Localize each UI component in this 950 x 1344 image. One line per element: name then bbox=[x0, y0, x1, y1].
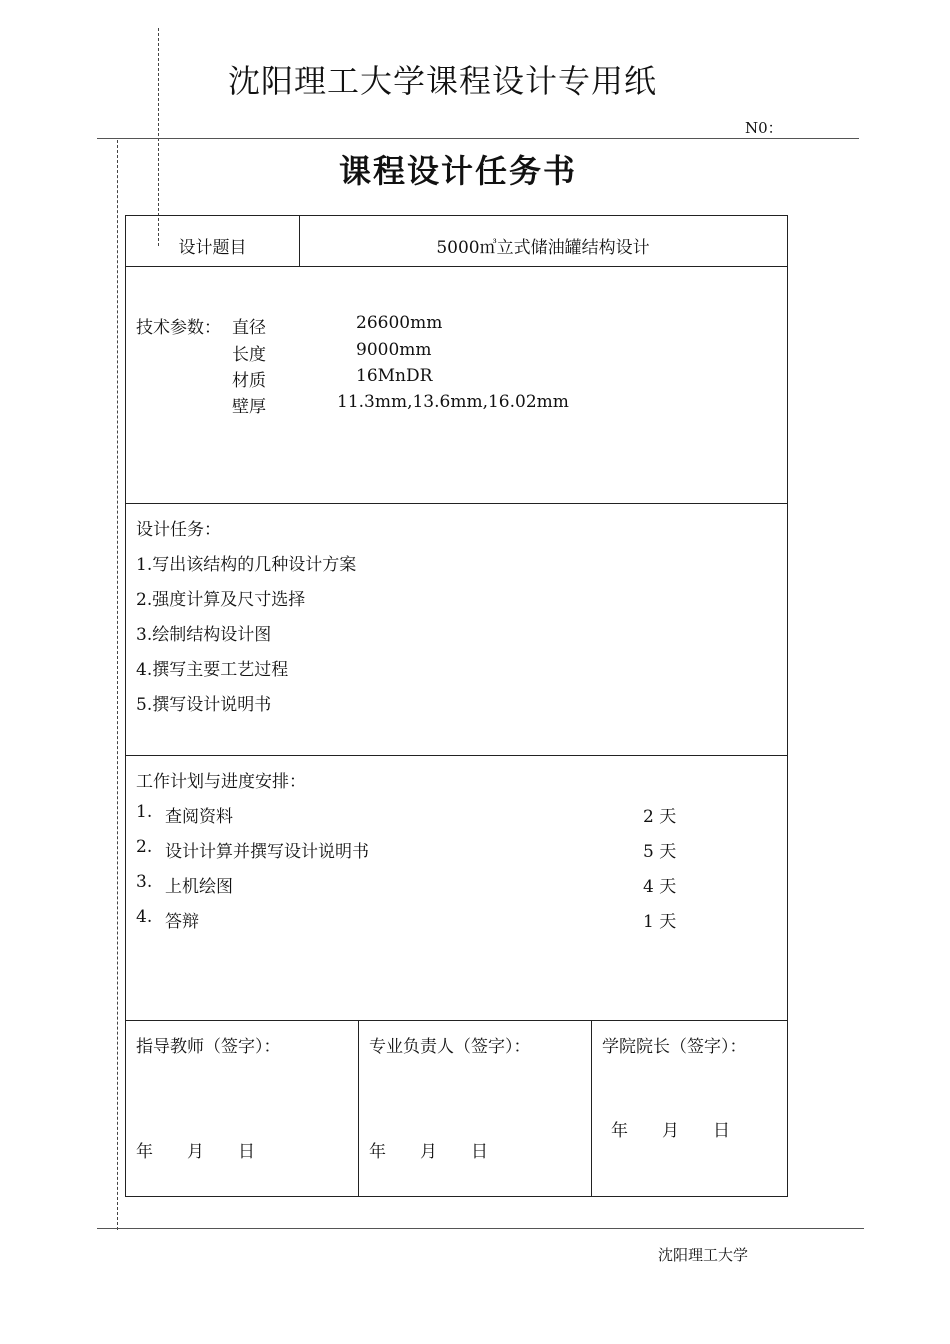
design-tasks-label: 设计任务： bbox=[136, 520, 221, 540]
design-tasks-section bbox=[125, 503, 788, 756]
task-item: 5.撰写设计说明书 bbox=[136, 695, 272, 715]
param-value: 9000mm bbox=[356, 340, 432, 360]
schedule-item-days: 5 天 bbox=[643, 842, 677, 862]
param-value: 16MnDR bbox=[356, 366, 433, 386]
signature-section bbox=[125, 1020, 788, 1197]
footer-rule bbox=[97, 1228, 864, 1229]
task-item: 4.撰写主要工艺过程 bbox=[136, 660, 289, 680]
param-value: 26600mm bbox=[356, 313, 443, 333]
task-form-table bbox=[125, 215, 788, 1197]
tech-params-label: 技术参数： bbox=[136, 318, 221, 338]
schedule-item-days: 4 天 bbox=[643, 877, 677, 897]
task-item: 3.绘制结构设计图 bbox=[136, 625, 272, 645]
signature-divider bbox=[591, 1021, 592, 1196]
param-value: 11.3mm,13.6mm,16.02mm bbox=[337, 392, 569, 412]
schedule-item-task: 查阅资料 bbox=[165, 807, 233, 827]
major-head-signature-label: 专业负责人（签字）： bbox=[369, 1037, 531, 1057]
advisor-signature-date: 年 月 日 bbox=[136, 1142, 255, 1162]
signature-divider bbox=[358, 1021, 359, 1196]
major-head-signature-date: 年 月 日 bbox=[369, 1142, 488, 1162]
schedule-item-days: 2 天 bbox=[643, 807, 677, 827]
schedule-item-number: 3. bbox=[136, 872, 153, 892]
param-name: 直径 bbox=[232, 318, 266, 338]
schedule-item-task: 上机绘图 bbox=[165, 877, 233, 897]
footer-school-name: 沈阳理工大学 bbox=[658, 1246, 749, 1264]
binding-line-left bbox=[117, 140, 118, 1230]
schedule-label: 工作计划与进度安排： bbox=[136, 772, 306, 792]
param-name: 壁厚 bbox=[232, 397, 266, 417]
schedule-item-task: 答辩 bbox=[165, 912, 199, 932]
topic-value: 5000㎥立式储油罐结构设计 bbox=[436, 238, 650, 258]
schedule-item-days: 1 天 bbox=[643, 912, 677, 932]
dean-signature-label: 学院院长（签字）： bbox=[602, 1037, 747, 1057]
header-title: 沈阳理工大学课程设计专用纸 bbox=[228, 62, 658, 100]
param-name: 长度 bbox=[232, 345, 266, 365]
topic-row bbox=[125, 215, 788, 267]
param-name: 材质 bbox=[232, 371, 266, 391]
document-number-label: N0： bbox=[745, 119, 783, 137]
task-item: 1.写出该结构的几种设计方案 bbox=[136, 555, 357, 575]
schedule-item-task: 设计计算并撰写设计说明书 bbox=[165, 842, 369, 862]
schedule-item-number: 4. bbox=[136, 907, 153, 927]
page-title: 课程设计任务书 bbox=[338, 152, 577, 190]
binding-line-top bbox=[158, 28, 159, 246]
schedule-item-number: 2. bbox=[136, 837, 153, 857]
advisor-signature-label: 指导教师（签字）： bbox=[136, 1037, 281, 1057]
schedule-item-number: 1. bbox=[136, 802, 153, 822]
dean-signature-date: 年 月 日 bbox=[611, 1121, 730, 1141]
schedule-section bbox=[125, 755, 788, 1021]
tech-params-section bbox=[125, 266, 788, 504]
task-item: 2.强度计算及尺寸选择 bbox=[136, 590, 306, 610]
header-rule bbox=[97, 138, 859, 139]
topic-label: 设计题目 bbox=[178, 238, 247, 258]
